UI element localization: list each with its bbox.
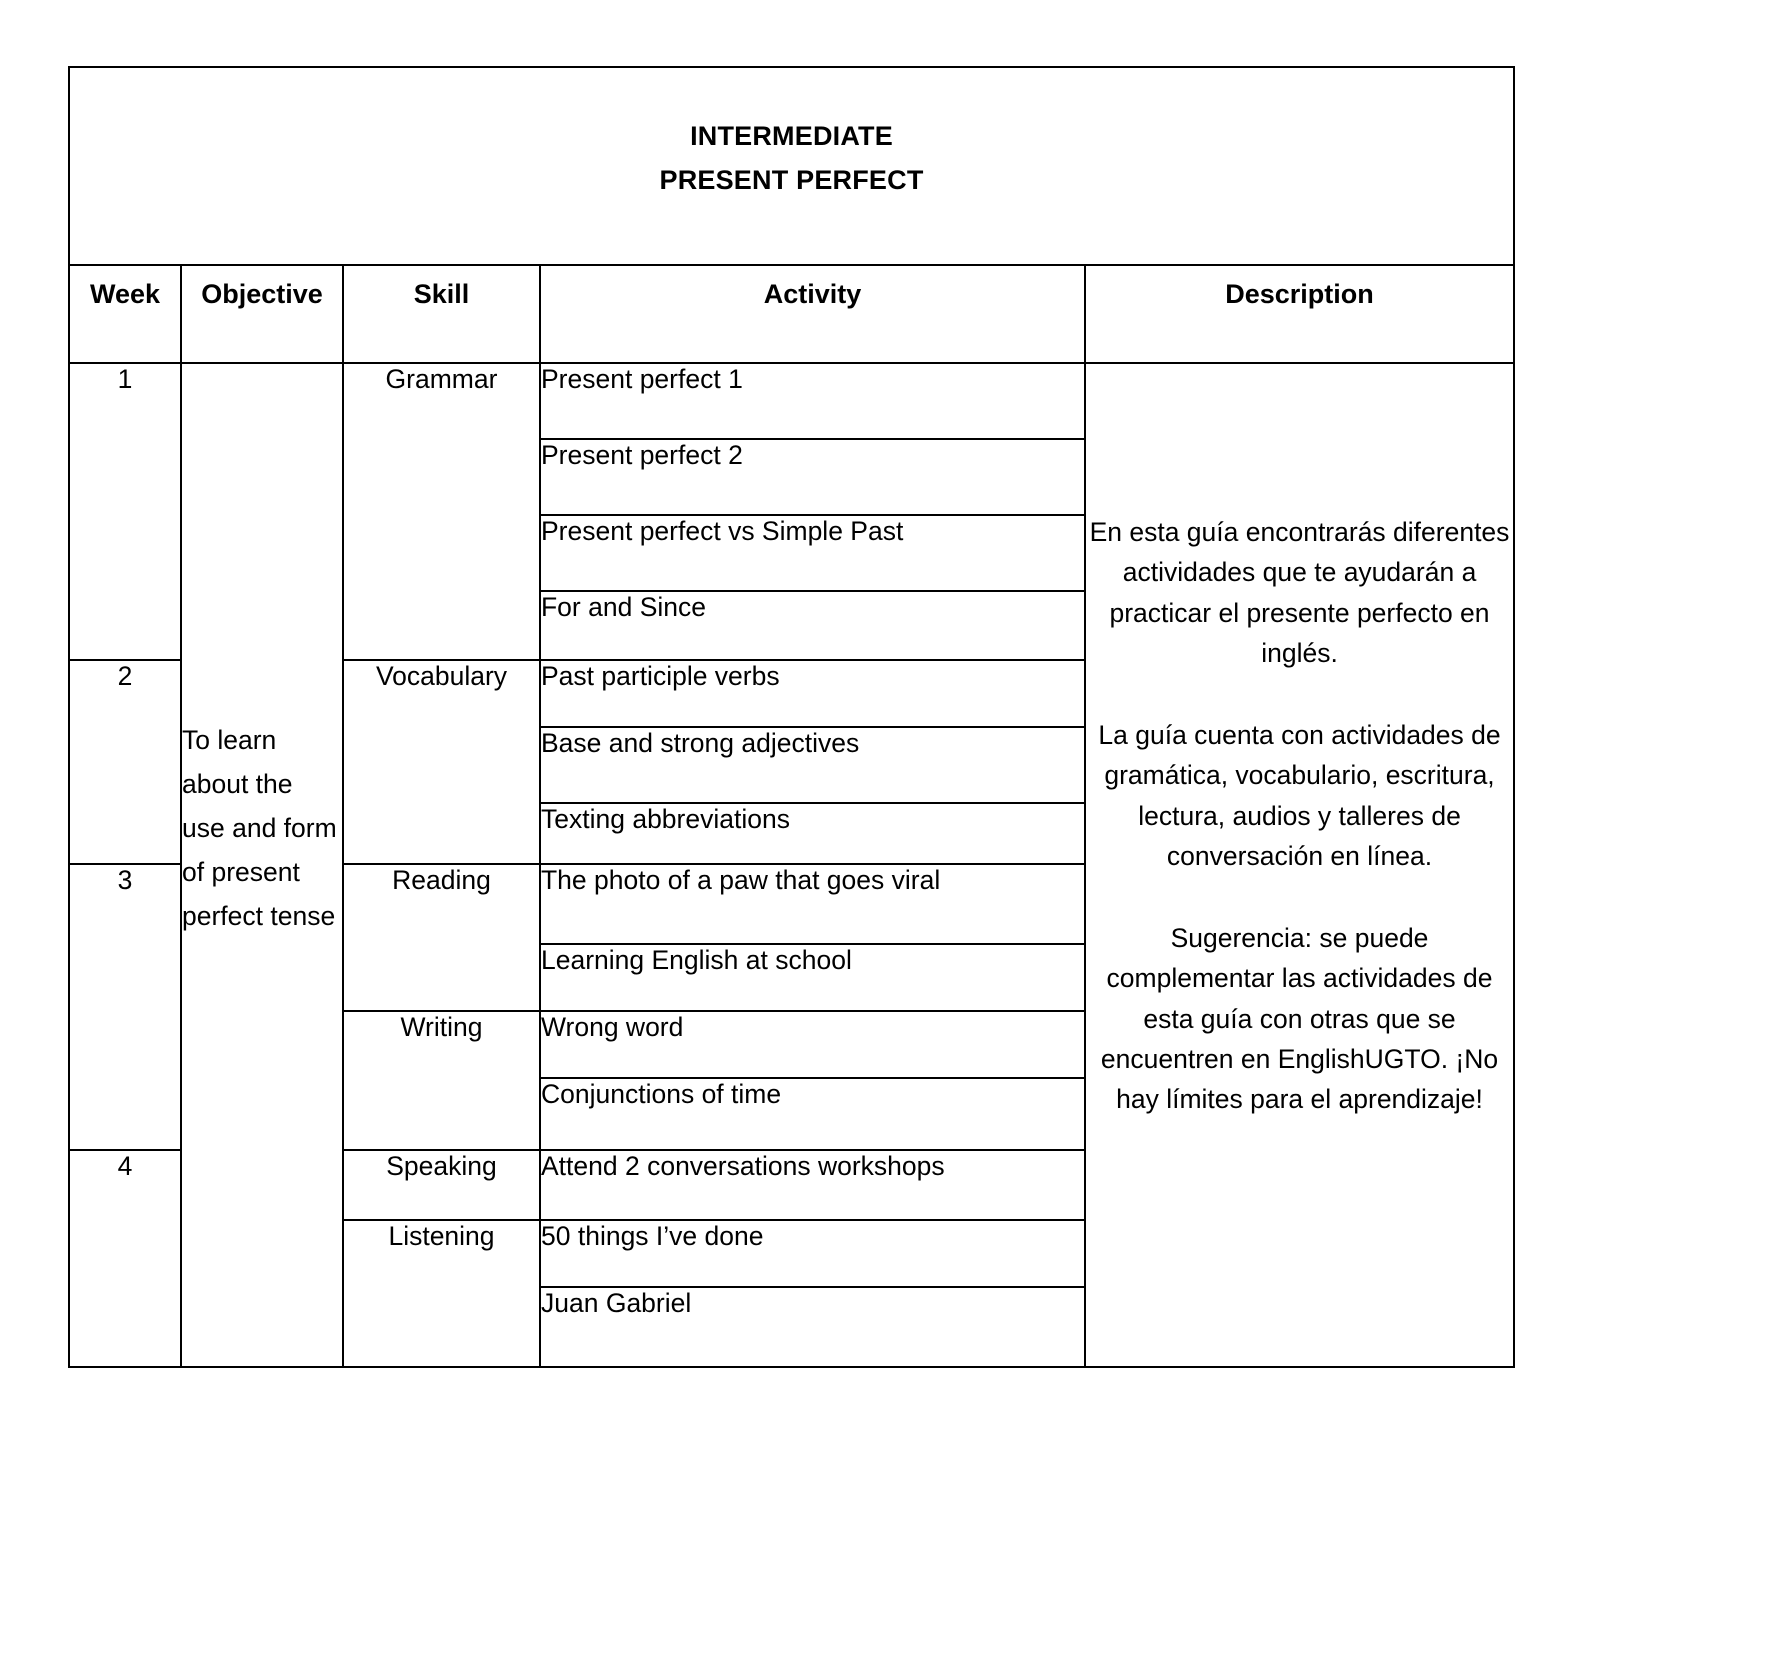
- activity-cell: For and Since: [540, 591, 1085, 660]
- activity-cell: Conjunctions of time: [540, 1078, 1085, 1150]
- skill-cell-grammar: Grammar: [343, 363, 540, 660]
- activity-cell: Present perfect 1: [540, 363, 1085, 439]
- skill-cell-reading: Reading: [343, 864, 540, 1011]
- skill-cell-speaking: Speaking: [343, 1150, 540, 1220]
- activity-cell: Learning English at school: [540, 944, 1085, 1011]
- skill-cell-writing: Writing: [343, 1011, 540, 1150]
- column-header-week: Week: [69, 265, 181, 363]
- banner-text: [70, 68, 1513, 202]
- activity-cell: Present perfect 2: [540, 439, 1085, 515]
- skill-cell-listening: Listening: [343, 1220, 540, 1367]
- objective-cell: [181, 363, 343, 1367]
- objective-text: To learn about the use and form of present perfect tense: [182, 725, 337, 931]
- week-cell-1: 1: [69, 363, 181, 660]
- week-cell-2: 2: [69, 660, 181, 864]
- description-paragraph-3: Sugerencia: se puede complementar las actividades de esta guía con otras que se encuentren en EnglishUGTO. ¡No hay límites para el aprendizaje!: [1100, 923, 1499, 1115]
- activity-cell: 50 things I’ve done: [540, 1220, 1085, 1287]
- skill-cell-vocabulary: Vocabulary: [343, 660, 540, 864]
- activity-cell: Attend 2 conversations workshops: [540, 1150, 1085, 1220]
- course-plan-table-wrapper: [68, 66, 1513, 1368]
- banner-line-topic: PRESENT PERFECT: [659, 164, 924, 195]
- description-text: [1086, 364, 1513, 1119]
- activity-cell: Base and strong adjectives: [540, 727, 1085, 803]
- activity-cell: Present perfect vs Simple Past: [540, 515, 1085, 591]
- table-row: [69, 363, 1514, 439]
- table-header-row: [69, 265, 1514, 363]
- banner-cell: [69, 67, 1514, 265]
- column-header-activity: Activity: [540, 265, 1085, 363]
- activity-cell: Wrong word: [540, 1011, 1085, 1078]
- description-cell: [1085, 363, 1514, 1367]
- description-paragraph-1: En esta guía encontrarás diferentes actividades que te ayudarán a practicar el presente perfecto en inglés.: [1089, 517, 1510, 668]
- week-cell-4: 4: [69, 1150, 181, 1367]
- activity-cell: Texting abbreviations: [540, 803, 1085, 864]
- column-header-description: Description: [1085, 265, 1514, 363]
- column-header-objective: Objective: [181, 265, 343, 363]
- activity-cell: The photo of a paw that goes viral: [540, 864, 1085, 944]
- column-header-skill: Skill: [343, 265, 540, 363]
- description-paragraph-2: La guía cuenta con actividades de gramática, vocabulario, escritura, lectura, audios y talleres de conversación en línea.: [1098, 720, 1501, 871]
- activity-cell: Juan Gabriel: [540, 1287, 1085, 1367]
- banner-row: [69, 67, 1514, 265]
- banner-line-level: INTERMEDIATE: [690, 121, 893, 151]
- course-plan-table: [68, 66, 1515, 1368]
- activity-cell: Past participle verbs: [540, 660, 1085, 727]
- week-cell-3: 3: [69, 864, 181, 1150]
